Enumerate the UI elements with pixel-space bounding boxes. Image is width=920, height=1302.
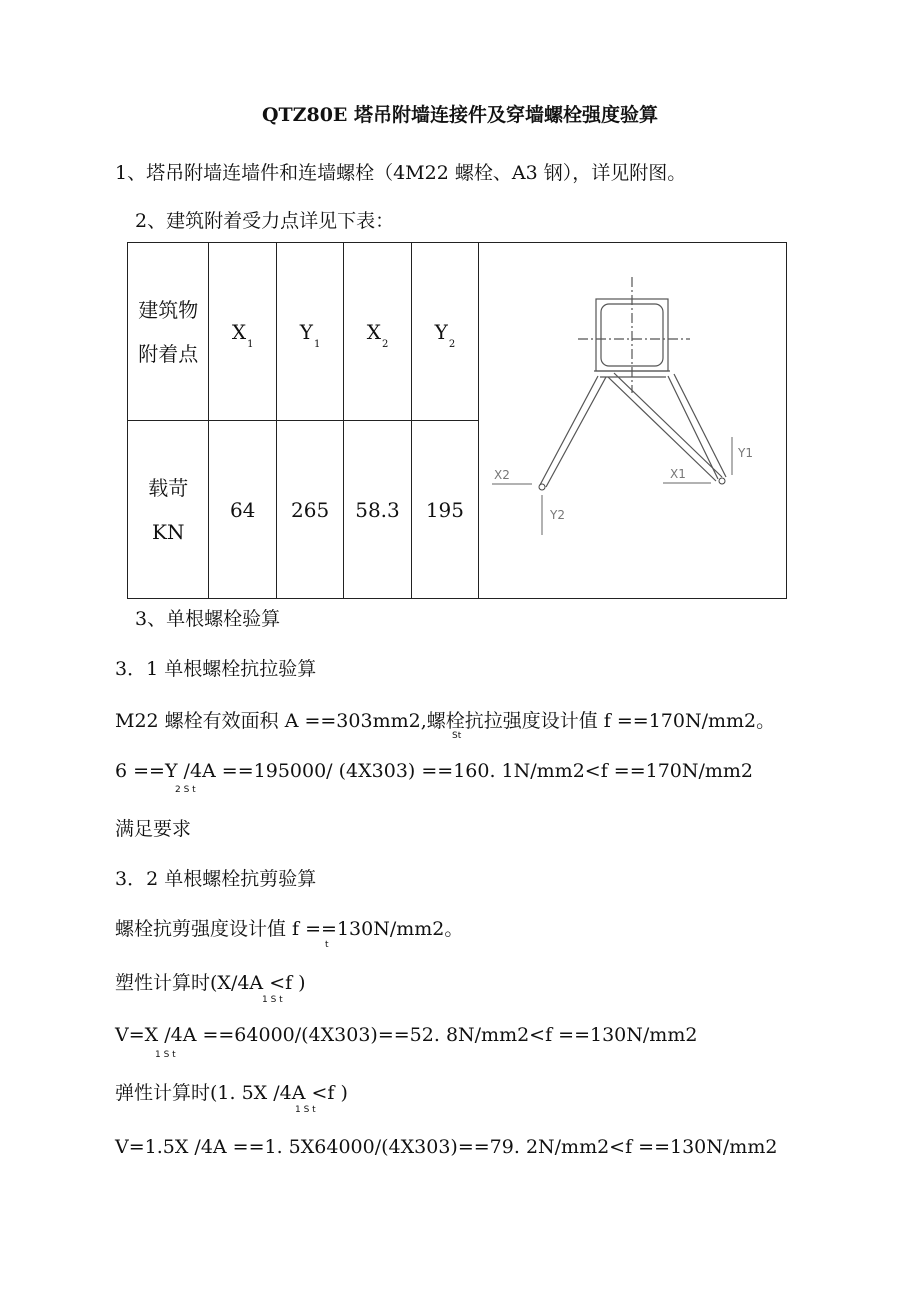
bolt-area-subscript: St <box>452 731 462 741</box>
section-3-heading: 3、单根螺栓验算 <box>135 608 281 630</box>
label-x1: X1 <box>670 467 686 481</box>
label-y1: Y1 <box>738 446 754 460</box>
load-label-cell <box>128 421 209 599</box>
shear-strength-subscript: t <box>325 940 329 950</box>
attachment-diagram <box>480 243 785 593</box>
label-x2: X2 <box>494 468 510 482</box>
load-label-line-1: 载苛 <box>148 475 189 500</box>
header-x1: $X_1$ <box>209 243 276 421</box>
value-x2: 58.3 <box>344 421 411 599</box>
shear-strength-line: 螺栓抗剪强度设计值 f ==130N/mm2。 <box>115 918 464 940</box>
elastic-condition-line: 弹性计算时(1. 5X /4A <f ) <box>115 1082 348 1104</box>
plastic-shear-subscript: 1 S t <box>155 1050 176 1060</box>
arm-right-outer <box>668 376 718 479</box>
arm-middle-outer <box>608 377 716 481</box>
header-x2: $X_2$ <box>344 243 411 421</box>
arm-right-inner <box>674 374 726 477</box>
section-3-1-heading: 3．1 单根螺栓抗拉验算 <box>115 658 317 680</box>
header-label-cell <box>128 243 209 421</box>
tensile-ok-line: 满足要求 <box>115 818 192 840</box>
label-y2: Y2 <box>550 508 566 522</box>
attachment-load-table <box>127 242 787 599</box>
plastic-condition-line: 塑性计算时(X/4A <f ) <box>115 972 306 994</box>
tensile-stress-subscript: 2 S t <box>175 785 196 795</box>
plastic-shear-line: V=X /4A ==64000/(4X303)==52. 8N/mm2<f ==130N/mm2 <box>115 1024 698 1046</box>
elastic-shear-line: V=1.5X /4A ==1. 5X64000/(4X303)==79. 2N/mm2<f ==130N/mm2 <box>115 1136 778 1158</box>
load-label-line-2: KN <box>152 519 185 544</box>
value-y1: 265 <box>276 421 343 599</box>
header-label-line-2: 附着点 <box>138 341 199 366</box>
arm-middle-inner <box>614 373 722 477</box>
attachment-diagram-cell <box>479 243 787 599</box>
bolt-area-line: M22 螺栓有效面积 A ==303mm2,螺栓抗拉强度设计值 f ==170N/mm2。 <box>115 710 776 732</box>
plastic-condition-subscript: 1 S t <box>262 995 283 1005</box>
arm-left-inner <box>546 377 606 487</box>
table-header-row <box>128 243 787 421</box>
arm-left-outer <box>540 376 598 485</box>
value-y2: 195 <box>411 421 478 599</box>
tensile-stress-line: 6 ==Y /4A ==195000/ (4X303) ==160. 1N/mm2<f ==170N/mm2 <box>115 760 754 782</box>
elastic-condition-subscript: 1 S t <box>295 1105 316 1115</box>
anchor-left <box>539 484 545 490</box>
section-3-2-heading: 3．2 单根螺栓抗剪验算 <box>115 868 317 890</box>
header-label-line-1: 建筑物 <box>138 297 199 322</box>
paragraph-2: 2、建筑附着受力点详见下表： <box>135 210 395 232</box>
page-title: QTZ80E 塔吊附墙连接件及穿墙螺栓强度验算 <box>261 104 659 126</box>
header-y2: $Y_2$ <box>411 243 478 421</box>
paragraph-1: 1、塔吊附墙连墙件和连墙螺栓（4M22 螺栓、A3 钢），详见附图。 <box>115 162 687 184</box>
header-y1: $Y_1$ <box>276 243 343 421</box>
value-x1: 64 <box>209 421 276 599</box>
anchor-right <box>719 478 725 484</box>
